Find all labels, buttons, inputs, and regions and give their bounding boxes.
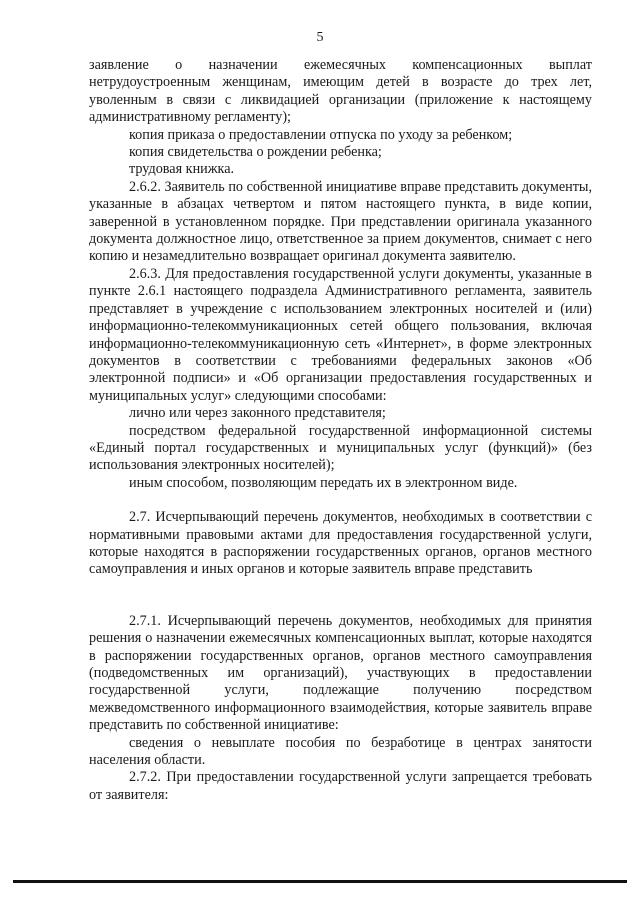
paragraph-2-7-1: 2.7.1. Исчерпывающий перечень документов, необходимых для принятия решения о назначении ежемесячных компенсационных выплат, которые находятся в распоряжении государственных органов, органов местного самоуправления (подведомственных им организаций), участвующих в предоставлении государственной услуги, подлежащие получению посредством межведомственного информационного взаимодействия, которые заявитель вправе представить по собственной инициативе: xyxy=(89,612,592,734)
paragraph-unemployment-benefit-info: сведения о невыплате пособия по безработице в центрах занятости населения области. xyxy=(89,734,592,769)
paragraph-other-method: иным способом, позволяющим передать их в электронном виде. xyxy=(129,474,518,491)
paragraph-leave-order-copy: копия приказа о предоставлении отпуска по уходу за ребенком; xyxy=(129,126,513,143)
paragraph-in-person: лично или через законного представителя; xyxy=(129,405,386,422)
paragraph-application: заявление о назначении ежемесячных компенсационных выплат нетрудоустроенным женщинам, имеющим детей в возрасте до трех лет, уволенным в связи с ликвидацией организации (приложение к настоящему административному регламенту); xyxy=(89,57,592,126)
paragraph-work-record-book: трудовая книжка. xyxy=(129,161,235,178)
paragraph-2-6-3: 2.6.3. Для предоставления государственной услуги документы, указанные в пункте 2.6.1 настоящего подраздела Административного регламента, заявитель представляет в учреждение с использованием электронных носителей и (или) информационно-телекоммуникационных сетей общего пользования, включая информационно-телекоммуникационную сеть «Интернет», в форме электронных документов в соответствии с требованиями федеральных законов «Об электронной подписи» и «Об организации предоставления государственных и муниципальных услуг» следующими способами: xyxy=(89,265,592,404)
paragraph-birth-certificate-copy: копия свидетельства о рождении ребенка; xyxy=(129,144,382,161)
paragraph-2-6-2: 2.6.2. Заявитель по собственной инициативе вправе представить документы, указанные в абзацах четвертом и пятом настоящего пункта, в виде копии, заверенной в установленном порядке. При представлении оригинала указанного документа должностное лицо, ответственное за прием документов, снимает с него копию и незамедлительно возвращает оригинал документа заявителю. xyxy=(89,178,592,265)
paragraph-unified-portal: посредством федеральной государственной информационной системы «Единый портал государственных и муниципальных услуг (функций)» (без использования электронных носителей); xyxy=(89,422,592,474)
paragraph-2-7-2: 2.7.2. При предоставлении государственной услуги запрещается требовать от заявителя: xyxy=(89,769,592,803)
bottom-rule xyxy=(13,880,627,883)
document-body xyxy=(89,57,592,804)
section-heading-2-7: 2.7. Исчерпывающий перечень документов, необходимых в соответствии с нормативными правовыми актами для предоставления государственной услуги, которые находятся в распоряжении государственных органов, органов местного самоуправления и иных органов и которые заявитель вправе представить xyxy=(89,509,592,578)
page-number: 5 xyxy=(316,30,324,45)
